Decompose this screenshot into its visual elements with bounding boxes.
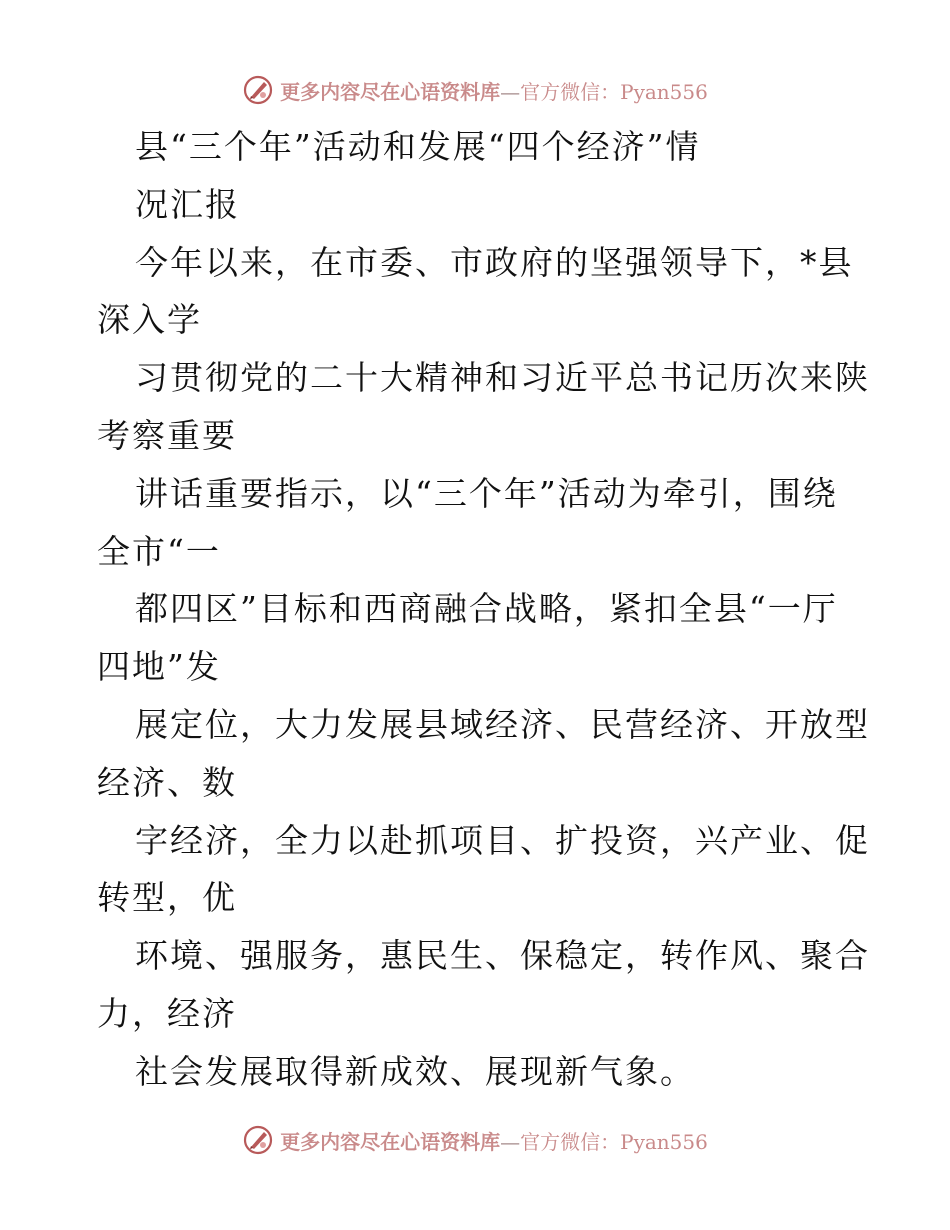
document-body	[97, 118, 870, 1101]
document-line: 力，经济	[97, 993, 237, 1033]
document-line: 转型，优	[97, 878, 237, 918]
document-line: 四地”发	[97, 647, 221, 687]
document-line: 今年以来，在市委、市政府的坚强领导下，*县	[135, 242, 854, 282]
document-line: 讲话重要指示，以“三个年”活动为牵引，围绕	[135, 473, 838, 513]
footer-banner	[0, 1120, 950, 1160]
document-line: 况汇报	[135, 184, 240, 224]
document-line: 环境、强服务，惠民生、保稳定，转作风、聚合	[135, 936, 870, 976]
document-line: 深入学	[97, 300, 202, 340]
document-line: 全市“一	[97, 531, 221, 571]
document-line: 都四区”目标和西商融合战略，紧扣全县“一厅	[135, 589, 838, 629]
quill-pen-logo-icon	[242, 1124, 274, 1156]
document-line: 考察重要	[97, 415, 237, 455]
header-banner-text: 更多内容尽在心语资料库—官方微信：Pyan556	[280, 79, 708, 104]
footer-banner-text: 更多内容尽在心语资料库—官方微信：Pyan556	[280, 1129, 708, 1154]
document-line: 经济、数	[97, 762, 237, 802]
document-line: 县“三个年”活动和发展“四个经济”情	[135, 127, 701, 166]
document-line: 习贯彻党的二十大精神和习近平总书记历次来陕	[135, 358, 870, 398]
document-line: 字经济，全力以赴抓项目、扩投资，兴产业、促	[135, 820, 870, 860]
document-line: 展定位，大力发展县域经济、民营经济、开放型	[135, 704, 870, 744]
quill-pen-logo-icon	[242, 74, 274, 106]
header-banner	[0, 70, 950, 110]
document-line: 社会发展取得新成效、展现新气象。	[135, 1051, 695, 1091]
